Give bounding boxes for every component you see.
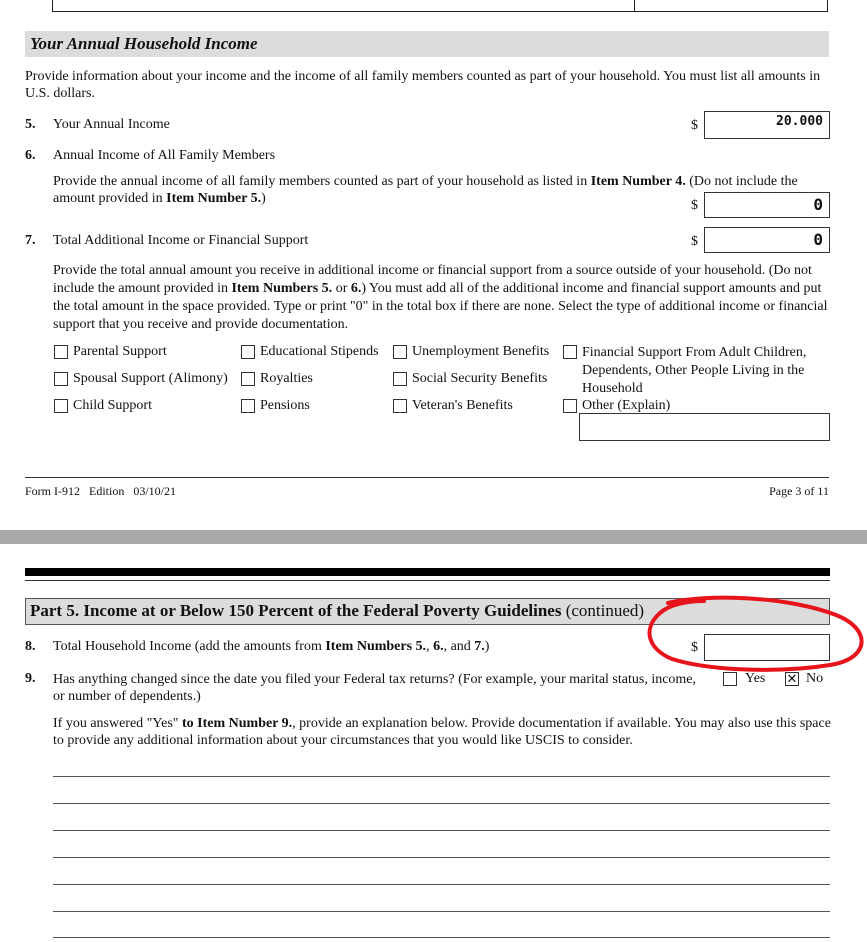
- item-7-desc-ref-2: 6.: [350, 281, 362, 296]
- item-9-explain-ref: to Item Number 9.: [182, 716, 293, 731]
- item-6-family-income-input[interactable]: 0: [704, 192, 830, 218]
- item-8-end: ): [484, 639, 490, 654]
- page-separator: [0, 530, 867, 544]
- item-5-label: Your Annual Income: [53, 117, 170, 132]
- explain-line-3[interactable]: [53, 830, 830, 831]
- footer-form-edition: Form I-912 Edition 03/10/21: [25, 484, 176, 498]
- section-title-bar: [25, 31, 829, 57]
- item-6-desc-text-2: (Do not include the amount provided in: [53, 174, 798, 206]
- item-7-label: Total Additional Income or Financial Support: [53, 233, 309, 248]
- item-8-and: , and: [443, 639, 475, 654]
- explain-line-6[interactable]: [53, 911, 830, 912]
- item-7-description: [53, 262, 828, 334]
- educational-stipends-label: Educational Stipends: [260, 344, 379, 359]
- item-5-dollar: $: [691, 118, 698, 133]
- item-6-desc-text: Provide the annual income of all family members counted as part of your household as listed in: [53, 174, 591, 189]
- explain-line-7[interactable]: [53, 937, 830, 938]
- explain-line-5[interactable]: [53, 884, 830, 885]
- item-5-annual-income-input[interactable]: 20.000: [704, 111, 830, 139]
- social-security-label: Social Security Benefits: [412, 371, 548, 386]
- explain-line-4[interactable]: [53, 857, 830, 858]
- parental-support-checkbox[interactable]: [54, 345, 68, 359]
- pensions-label: Pensions: [260, 398, 310, 413]
- item-6-dollar: $: [691, 198, 698, 213]
- unemployment-benefits-checkbox[interactable]: [393, 345, 407, 359]
- intro-text: Provide information about your income and the income of all family members counted as part of your household. You must list all amounts in U.S. dollars.: [25, 69, 821, 101]
- item-8-ref-7: 7.: [474, 639, 485, 654]
- item-9-question: Has anything changed since the date you filed your Federal tax returns? (For example, your marital status, income, or number of dependents.): [53, 672, 697, 704]
- item-6-number: 6.: [25, 148, 36, 163]
- item-8-ref-6: 6.: [433, 639, 444, 654]
- adult-children-support-label: Financial Support From Adult Children, Dependents, Other People Living in the Household: [582, 345, 807, 396]
- child-support-checkbox[interactable]: [54, 399, 68, 413]
- item-7-desc-or: or: [332, 281, 351, 296]
- part-5-continued: (continued): [561, 601, 645, 620]
- other-explain-label: Other (Explain): [582, 398, 671, 413]
- spousal-support-checkbox[interactable]: [54, 372, 68, 386]
- item-9-no-checkbox[interactable]: ✕: [786, 671, 798, 686]
- header-thick-rule: [25, 568, 830, 576]
- spousal-support-label: Spousal Support (Alimony): [73, 371, 228, 386]
- item-9-no-label: No: [806, 671, 824, 686]
- household-size-divider: [634, 0, 635, 11]
- item-7-dollar: $: [691, 234, 698, 249]
- pensions-checkbox[interactable]: [241, 399, 255, 413]
- section-title: Your Annual Household Income: [30, 34, 258, 53]
- part-5-title: Part 5. Income at or Below 150 Percent of the Federal Poverty Guidelines: [30, 601, 562, 620]
- item-9-explain-text: If you answered "Yes": [53, 716, 182, 731]
- footer-page-number: Page 3 of 11: [769, 484, 829, 498]
- item-6-desc-ref: Item Number 4.: [590, 174, 686, 189]
- item-6-desc-end: ): [261, 191, 266, 206]
- item-7-desc-ref: Item Numbers 5.: [231, 281, 333, 296]
- other-explain-input[interactable]: [579, 413, 830, 441]
- veterans-benefits-label: Veteran's Benefits: [412, 398, 513, 413]
- explain-line-1[interactable]: [53, 776, 830, 777]
- item-8-sep: ,: [426, 639, 434, 654]
- royalties-label: Royalties: [260, 371, 313, 386]
- item-9-explain-instructions: [53, 715, 831, 749]
- royalties-checkbox[interactable]: [241, 372, 255, 386]
- educational-stipends-checkbox[interactable]: [241, 345, 255, 359]
- item-8-number: 8.: [25, 639, 36, 654]
- veterans-benefits-checkbox[interactable]: [393, 399, 407, 413]
- item-9-number: 9.: [25, 671, 36, 686]
- social-security-checkbox[interactable]: [393, 372, 407, 386]
- item-8-label-text: Total Household Income (add the amounts from: [53, 639, 326, 654]
- item-6-label: Annual Income of All Family Members: [53, 148, 276, 163]
- item-6-desc-ref-2: Item Number 5.: [166, 191, 262, 206]
- other-explain-checkbox[interactable]: [563, 399, 577, 413]
- parental-support-label: Parental Support: [73, 344, 167, 359]
- item-7-number: 7.: [25, 233, 36, 248]
- item-9-yes-label: Yes: [745, 671, 766, 686]
- child-support-label: Child Support: [73, 398, 152, 413]
- item-8-ref-5: Item Numbers 5.: [325, 639, 427, 654]
- unemployment-benefits-label: Unemployment Benefits: [412, 344, 550, 359]
- item-9-explain-text-2: , provide an explanation below. Provide documentation if available. You may also use this space to provide any additional information about your circumstances that you would like USCIS to consider.: [53, 716, 831, 748]
- red-annotation-circle: [640, 593, 867, 675]
- household-size-box: [52, 0, 828, 12]
- adult-children-support-checkbox[interactable]: [563, 345, 577, 359]
- explain-line-2[interactable]: [53, 803, 830, 804]
- footer-rule: [25, 477, 829, 478]
- item-8-dollar: $: [691, 640, 698, 655]
- item-8-label: [53, 639, 489, 655]
- item-7-desc-text: Provide the total annual amount you receive in additional income or financial support from a source outside of your household. (Do not include the amount provided in: [53, 263, 812, 296]
- item-5-number: 5.: [25, 117, 36, 132]
- item-7-desc-text-2: ) You must add all of the additional income and financial support amounts and put the total amount in the space provided. Type or print "0" in the total box if there are none. Select the type of additional income or financial support that you receive and provide documentation.: [53, 281, 828, 332]
- item-7-additional-income-input[interactable]: 0: [704, 227, 830, 253]
- header-thin-rule: [25, 580, 830, 581]
